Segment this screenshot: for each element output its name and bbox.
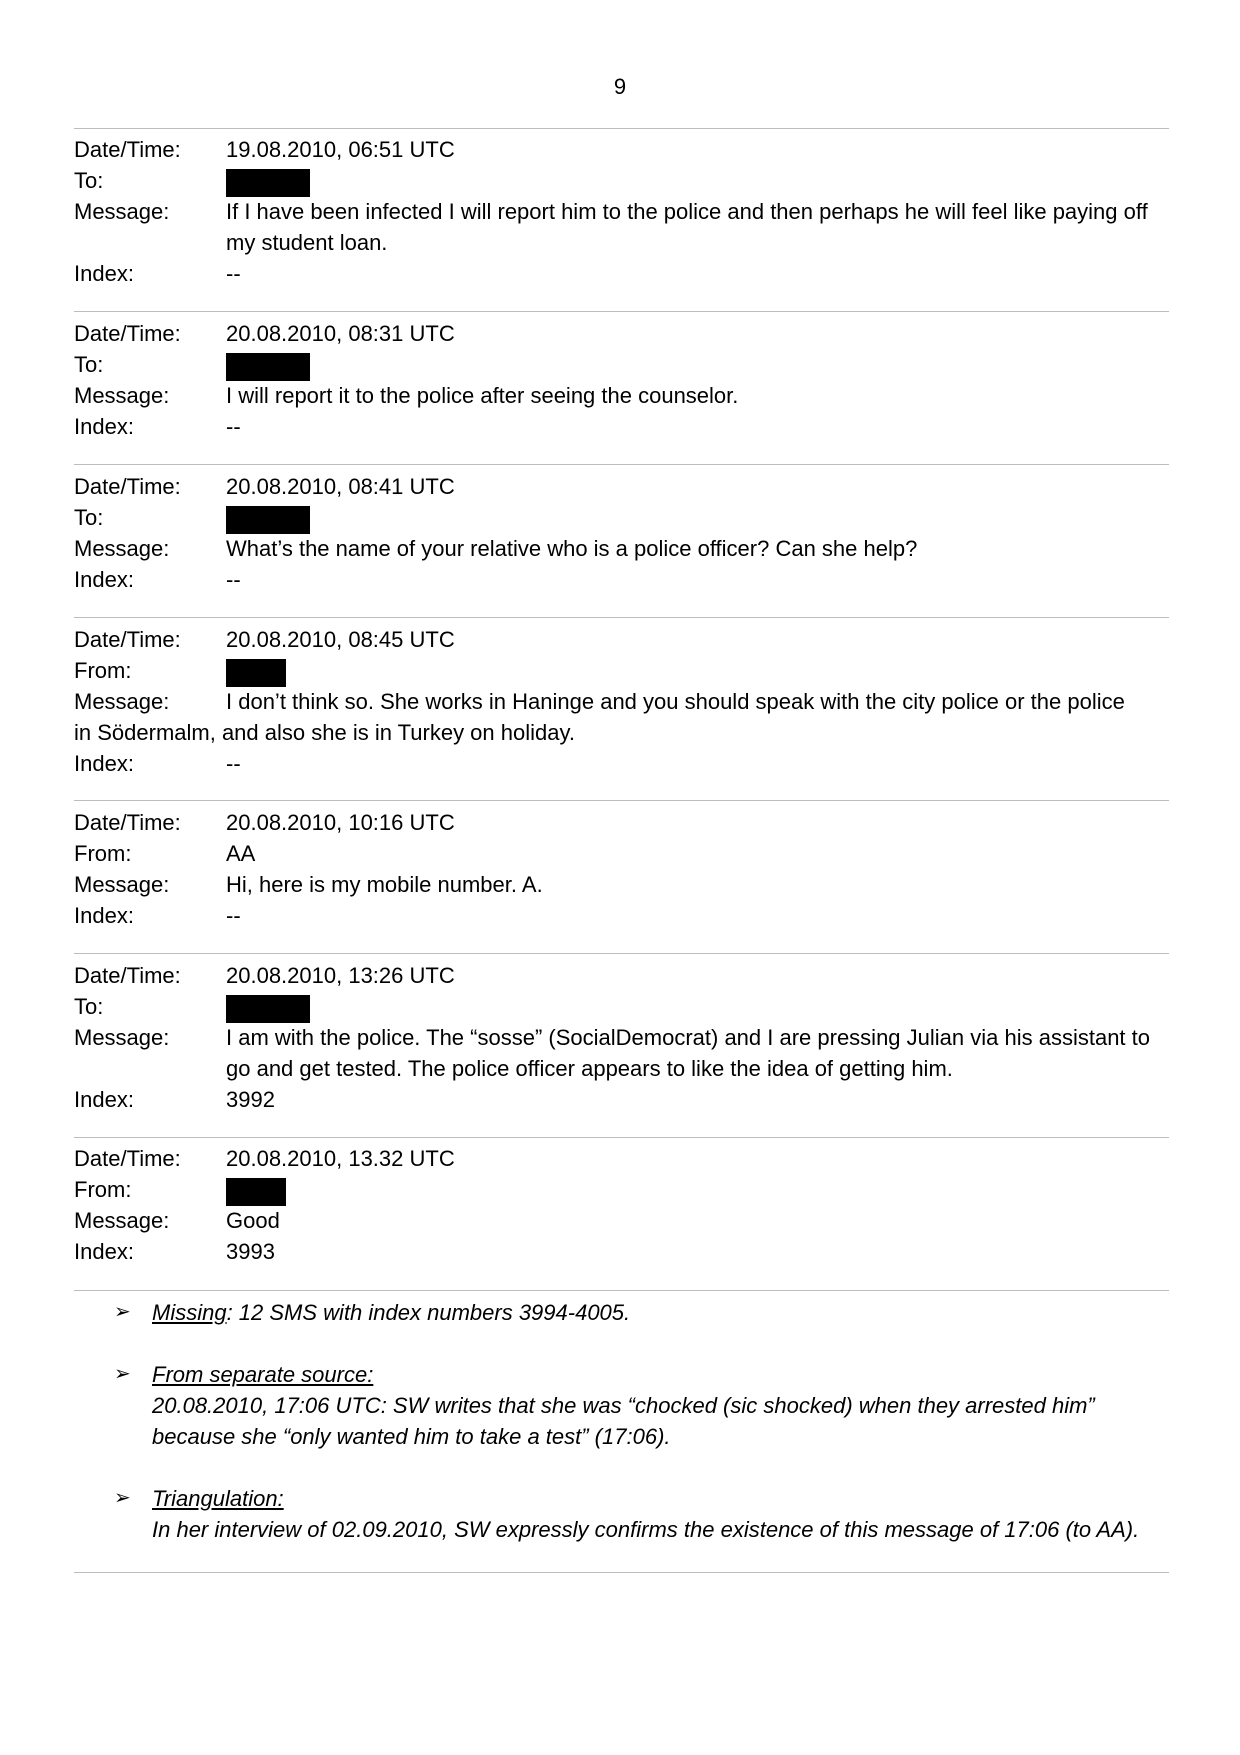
index-value: -- <box>226 414 241 439</box>
message-continuation: in Södermalm, and also she is in Turkey on holiday. <box>74 720 575 745</box>
party-label: To: <box>74 994 104 1019</box>
index-label: Index: <box>74 567 134 592</box>
redaction-block <box>226 169 310 197</box>
index-value: -- <box>226 567 241 592</box>
datetime-value: 20.08.2010, 13:26 UTC <box>226 963 455 988</box>
party-label: To: <box>74 168 104 193</box>
datetime-label: Date/Time: <box>74 627 181 652</box>
datetime-label: Date/Time: <box>74 810 181 835</box>
note-missing <box>114 1297 1174 1328</box>
note-title: From separate source: <box>152 1362 374 1387</box>
message-text: Hi, here is my mobile number. A. <box>226 872 543 897</box>
sms-entry <box>74 960 1169 1115</box>
note-body: 20.08.2010, 17:06 UTC: SW writes that she was “chocked (sic shocked) when they arrested him” because she “only wanted him to take a test” (17:06). <box>152 1393 1095 1449</box>
redaction-block <box>226 506 310 534</box>
divider <box>74 1572 1169 1573</box>
divider <box>74 800 1169 801</box>
party-label: From: <box>74 1177 132 1202</box>
party-label: From: <box>74 658 132 683</box>
party-label: To: <box>74 505 104 530</box>
datetime-label: Date/Time: <box>74 1146 181 1171</box>
index-label: Index: <box>74 1087 134 1112</box>
divider <box>74 128 1169 129</box>
redaction-block <box>226 659 286 687</box>
page-number: 9 <box>613 74 627 99</box>
message-text: I will report it to the police after seeing the counselor. <box>226 383 739 408</box>
datetime-label: Date/Time: <box>74 321 181 346</box>
note-triangulation <box>114 1483 1174 1545</box>
note-title: Triangulation: <box>152 1486 284 1511</box>
party-label: From: <box>74 841 132 866</box>
note-text: : 12 SMS with index numbers 3994-4005. <box>226 1300 631 1325</box>
party-value: AA <box>226 841 256 866</box>
arrowhead-bullet-icon: ➢ <box>114 1301 131 1323</box>
message-label: Message: <box>74 689 170 714</box>
note-body: In her interview of 02.09.2010, SW expressly confirms the existence of this message of 17:06 (to AA). <box>152 1517 1140 1542</box>
sms-entry <box>74 471 1169 595</box>
message-label: Message: <box>74 383 170 408</box>
datetime-label: Date/Time: <box>74 137 181 162</box>
message-label: Message: <box>74 872 170 897</box>
notes-list <box>114 1297 1174 1576</box>
index-value: -- <box>226 751 241 776</box>
note-title: Missing <box>152 1300 227 1325</box>
index-label: Index: <box>74 1239 134 1264</box>
index-value: 3992 <box>226 1087 275 1112</box>
index-label: Index: <box>74 903 134 928</box>
arrowhead-bullet-icon: ➢ <box>114 1487 131 1509</box>
message-label: Message: <box>74 536 170 561</box>
index-value: -- <box>226 261 241 286</box>
sms-entry <box>74 134 1169 289</box>
datetime-value: 20.08.2010, 08:45 UTC <box>226 627 455 652</box>
datetime-label: Date/Time: <box>74 963 181 988</box>
redaction-block <box>226 995 310 1023</box>
index-value: 3993 <box>226 1239 275 1264</box>
arrowhead-bullet-icon: ➢ <box>114 1363 131 1385</box>
datetime-value: 20.08.2010, 10:16 UTC <box>226 810 455 835</box>
divider <box>74 1137 1169 1138</box>
sms-entry <box>74 807 1169 931</box>
divider <box>74 464 1169 465</box>
party-label: To: <box>74 352 104 377</box>
message-text: What’s the name of your relative who is a police officer? Can she help? <box>226 536 918 561</box>
index-label: Index: <box>74 414 134 439</box>
message-text: Good <box>226 1208 280 1233</box>
datetime-value: 20.08.2010, 08:41 UTC <box>226 474 455 499</box>
message-text: If I have been infected I will report him to the police and then perhaps he will feel like paying off my student loan. <box>226 199 1148 255</box>
index-value: -- <box>226 903 241 928</box>
datetime-value: 19.08.2010, 06:51 UTC <box>226 137 455 162</box>
message-label: Message: <box>74 199 170 224</box>
datetime-value: 20.08.2010, 13.32 UTC <box>226 1146 455 1171</box>
divider <box>74 617 1169 618</box>
sms-entry <box>74 318 1169 442</box>
index-label: Index: <box>74 261 134 286</box>
message-text: I am with the police. The “sosse” (SocialDemocrat) and I are pressing Julian via his assistant to go and get tested. The police officer appears to like the idea of getting him. <box>226 1025 1150 1081</box>
redaction-block <box>226 1178 286 1206</box>
divider <box>74 311 1169 312</box>
sms-entry <box>74 624 1169 779</box>
divider <box>74 953 1169 954</box>
sms-entry <box>74 1143 1169 1267</box>
note-separate-source <box>114 1359 1174 1452</box>
redaction-block <box>226 353 310 381</box>
index-label: Index: <box>74 751 134 776</box>
datetime-value: 20.08.2010, 08:31 UTC <box>226 321 455 346</box>
message-label: Message: <box>74 1025 170 1050</box>
message-label: Message: <box>74 1208 170 1233</box>
datetime-label: Date/Time: <box>74 474 181 499</box>
message-text: I don’t think so. She works in Haninge and you should speak with the city police or the police <box>226 689 1125 714</box>
divider <box>74 1290 1169 1291</box>
